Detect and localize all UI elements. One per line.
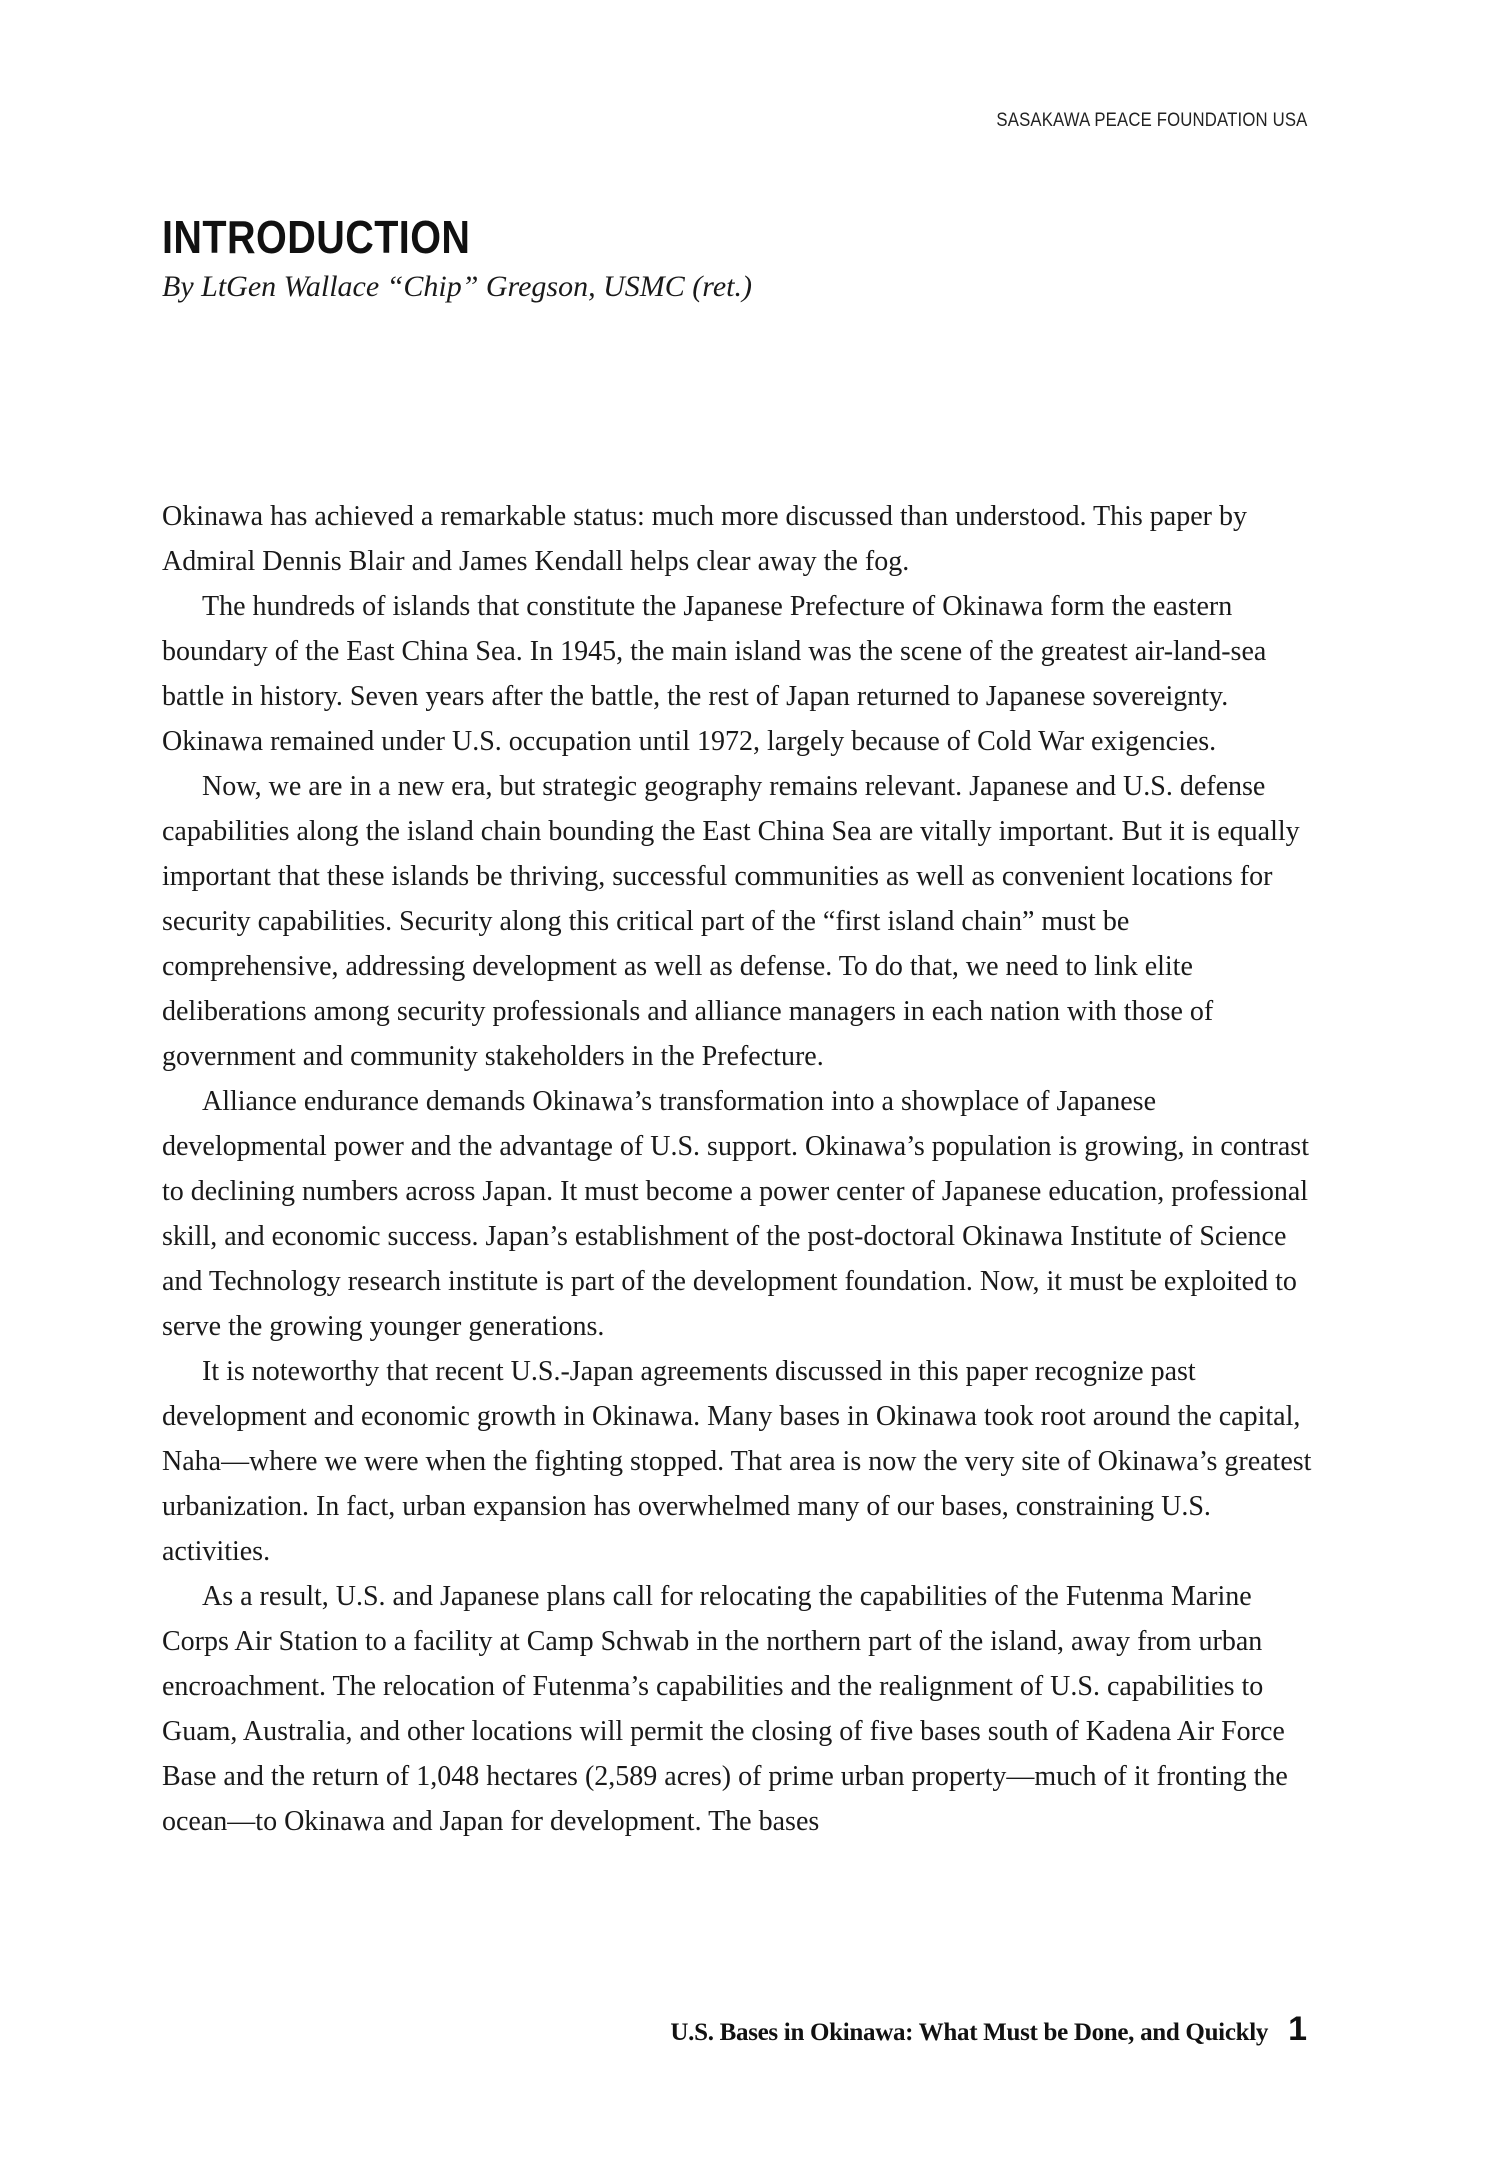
running-header: SASAKAWA PEACE FOUNDATION USA — [995, 110, 1307, 131]
section-title: INTRODUCTION — [162, 211, 471, 263]
paragraph: As a result, U.S. and Japanese plans call for relocating the capabilities of the Futenma Marine Corps Air Station to a facility at Camp Schwab in the northern part of the island, away from urban encroachment. The relocation of Futenma’s capabilities and the realignment of U.S. capabilities to Guam, Australia, and other locations will permit the closing of five bases south of Kadena Air Force Base and the return of 1,048 hectares (2,589 acres) of prime urban property—much of it fronting the ocean—to Okinawa and Japan for development. The bases — [162, 1581, 1288, 1837]
paragraph: Okinawa has achieved a remarkable status: much more discussed than understood. This paper by Admiral Dennis Blair and James Kendall helps clear away the fog. — [162, 501, 1247, 577]
paragraph: Now, we are in a new era, but strategic geography remains relevant. Japanese and U.S. defense capabilities along the island chain bounding the East China Sea are vitally important. But it is equally important that these islands be thriving, successful communities as well as convenient locations for security capabilities. Security along this critical part of the “first island chain” must be comprehensive, addressing development as well as defense. To do that, we need to link elite deliberations among security professionals and alliance managers in each nation with those of government and community stakeholders in the Prefecture. — [162, 771, 1300, 1072]
paragraph: It is noteworthy that recent U.S.-Japan agreements discussed in this paper recognize past development and economic growth in Okinawa. Many bases in Okinawa took root around the capital, Naha—where we were when the fighting stopped. That area is now the very site of Okinawa’s greatest urbanization. In fact, urban expansion has overwhelmed many of our bases, constraining U.S. activities. — [162, 1356, 1312, 1567]
title-block — [162, 210, 752, 304]
paragraph: The hundreds of islands that constitute the Japanese Prefecture of Okinawa form the eastern boundary of the East China Sea. In 1945, the main island was the scene of the greatest air-land-sea battle in history. Seven years after the battle, the rest of Japan returned to Japanese sovereignty. Okinawa remained under U.S. occupation until 1972, largely because of Cold War exigencies. — [162, 591, 1267, 757]
byline: By LtGen Wallace “Chip” Gregson, USMC (ret.) — [162, 270, 752, 303]
publication-title: U.S. Bases in Okinawa: What Must be Done, and Quickly — [670, 2019, 1269, 2046]
paragraph: Alliance endurance demands Okinawa’s transformation into a showplace of Japanese developmental power and the advantage of U.S. support. Okinawa’s population is growing, in contrast to declining numbers across Japan. It must become a power center of Japanese education, professional skill, and economic success. Japan’s establishment of the post-doctoral Okinawa Institute of Science and Technology research institute is part of the development foundation. Now, it must be exploited to serve the growing younger generations. — [162, 1086, 1309, 1342]
body-text — [162, 494, 1312, 1844]
page-footer — [670, 2010, 1307, 2049]
page-number: 1 — [1288, 2010, 1307, 2048]
